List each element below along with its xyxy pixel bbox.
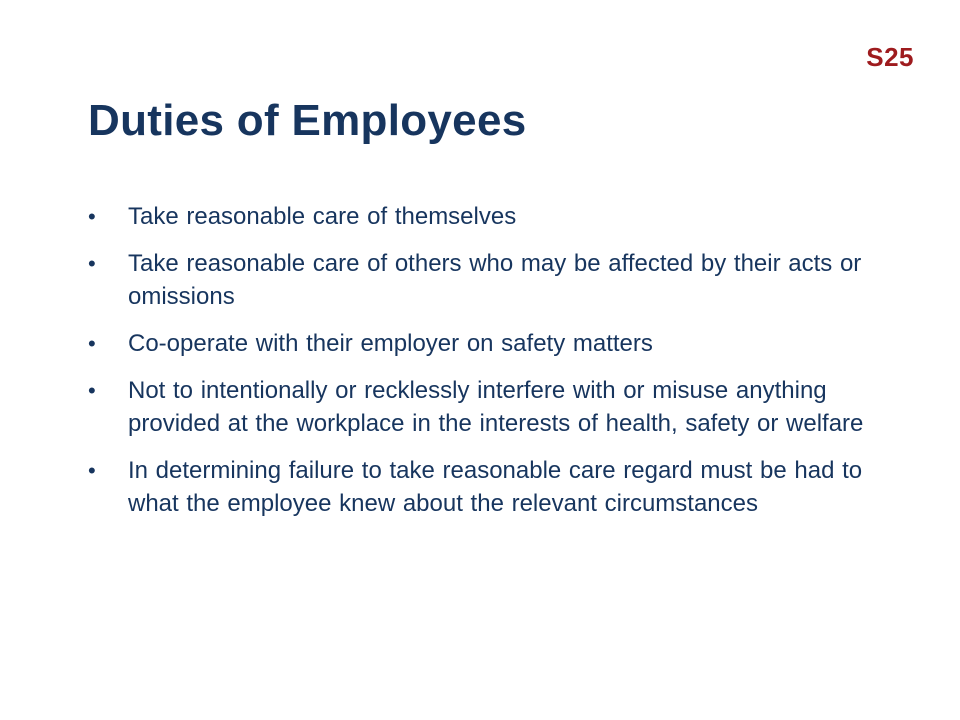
bullet-dot-icon: • (88, 458, 96, 483)
bullet-dot-icon: • (88, 204, 96, 229)
bullet-text: Take reasonable care of others who may be affected by their acts or omissions (128, 250, 862, 310)
bullet-item (88, 247, 888, 313)
bullet-list (88, 200, 888, 534)
bullet-text: Not to intentionally or recklessly interfere with or misuse anything provided at the workplace in the interests of health, safety or welfare (128, 377, 864, 437)
bullet-text: In determining failure to take reasonable care regard must be had to what the employee knew about the relevant circumstances (128, 457, 863, 517)
bullet-item (88, 200, 888, 233)
bullet-item (88, 374, 888, 440)
bullet-dot-icon: • (88, 251, 96, 276)
slide-title: Duties of Employees (88, 96, 527, 145)
bullet-item (88, 454, 888, 520)
bullet-dot-icon: • (88, 378, 96, 403)
bullet-text: Co-operate with their employer on safety matters (128, 330, 653, 357)
bullet-text: Take reasonable care of themselves (128, 203, 517, 230)
bullet-item (88, 327, 888, 360)
slide-number: S25 (866, 42, 914, 72)
bullet-dot-icon: • (88, 331, 96, 356)
